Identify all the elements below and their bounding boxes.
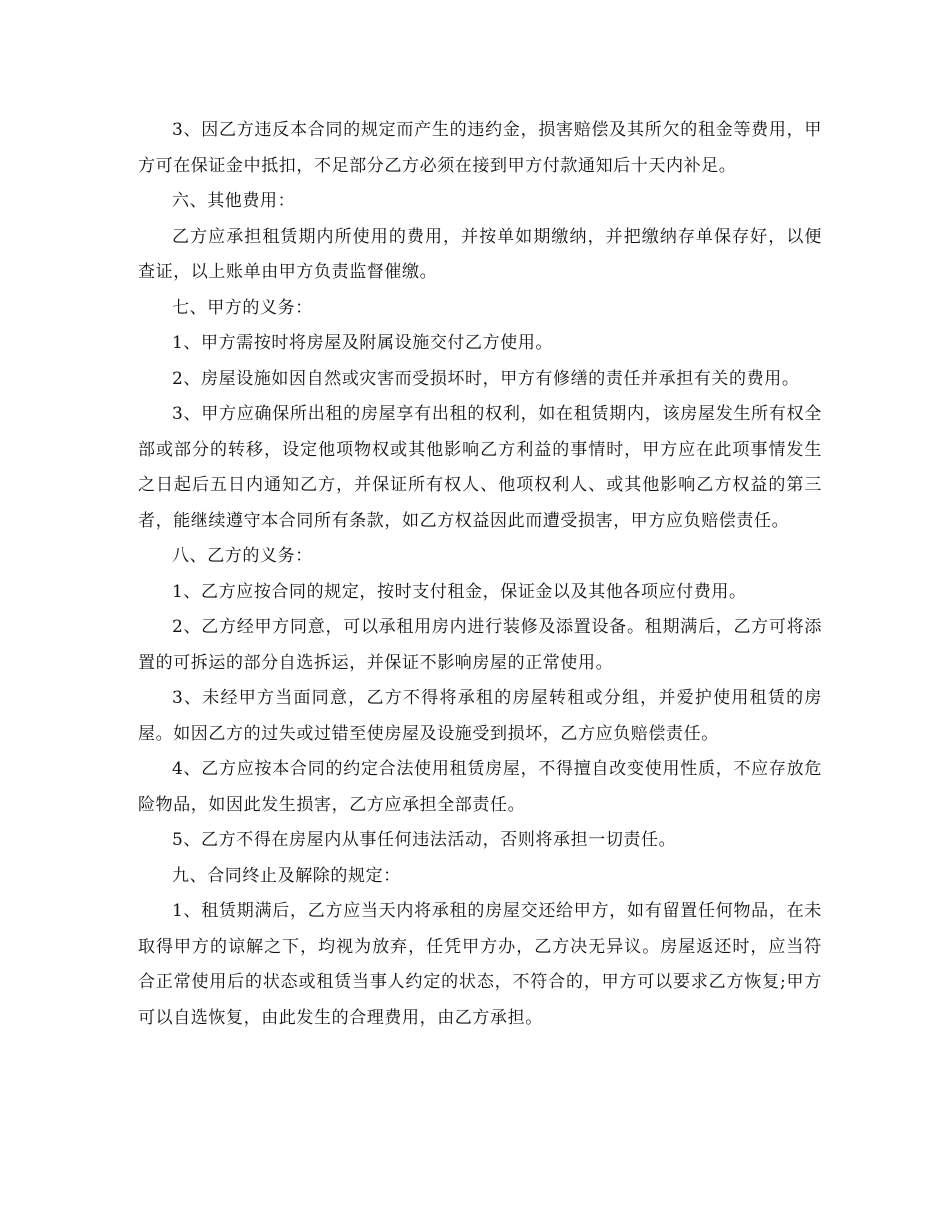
clause-9-1-paragraph: 1、租赁期满后，乙方应当天内将承租的房屋交还给甲方，如有留置任何物品，在未取得甲方的谅解之下，均视为放弃，任凭甲方办，乙方决无异议。房屋返还时，应当符合正常使用后的状态或租赁当事人约定的状态，不符合的，甲方可以要求乙方恢复;甲方可以自选恢复，由此发生的合理费用，由乙方承担。 [138, 901, 822, 1028]
clause-8-2-paragraph: 2、乙方经甲方同意，可以承租用房内进行装修及添置设备。租期满后，乙方可将添置的可拆运的部分自选拆运，并保证不影响房屋的正常使用。 [138, 617, 822, 673]
clause-8-3-paragraph: 3、未经甲方当面同意，乙方不得将承租的房屋转租或分组，并爱护使用租赁的房屋。如因乙方的过失或过错至使房屋及设施受到损坏，乙方应负赔偿责任。 [138, 688, 822, 744]
clause-8-5-paragraph: 5、乙方不得在房屋内从事任何违法活动，否则将承担一切责任。 [172, 830, 677, 850]
section-9-heading: 九、合同终止及解除的规定： [172, 865, 401, 886]
section-6-heading: 六、其他费用： [172, 191, 296, 211]
document-page [138, 113, 822, 1036]
clause-7-3-paragraph: 3、甲方应确保所出租的房屋享有出租的权利，如在租赁期内，该房屋发生所有权全部或部分的转移，设定他项物权或其他影响乙方利益的事情时，甲方应在此项事情发生之日起后五日内通知乙方，并保证所有权人、他项权利人、或其他影响乙方权益的第三者，能继续遵守本合同所有条款，如乙方权益因此而遭受损害，甲方应负赔偿责任。 [138, 404, 822, 531]
clause-8-1-paragraph: 1、乙方应按合同的规定，按时支付租金，保证金以及其他各项应付费用。 [172, 581, 747, 602]
section-6-paragraph: 乙方应承担租赁期内所使用的费用，并按单如期缴纳，并把缴纳存单保存好，以便查证，以上账单由甲方负责监督催缴。 [138, 226, 822, 282]
clause-8-4-paragraph: 4、乙方应按本合同的约定合法使用租赁房屋，不得擅自改变使用性质，不应存放危险物品，如因此发生损害，乙方应承担全部责任。 [138, 759, 822, 815]
clause-5-3-paragraph: 3、因乙方违反本合同的规定而产生的违约金，损害赔偿及其所欠的租金等费用，甲方可在保证金中抵扣，不足部分乙方必须在接到甲方付款通知后十天内补足。 [138, 120, 822, 176]
clause-7-2-paragraph: 2、房屋设施如因自然或灾害而受损坏时，甲方有修缮的责任并承担有关的费用。 [172, 368, 800, 389]
clause-7-1-paragraph: 1、甲方需按时将房屋及附属设施交付乙方使用。 [172, 333, 554, 353]
section-7-heading: 七、甲方的义务： [172, 297, 313, 318]
section-8-heading: 八、乙方的义务： [172, 546, 313, 566]
